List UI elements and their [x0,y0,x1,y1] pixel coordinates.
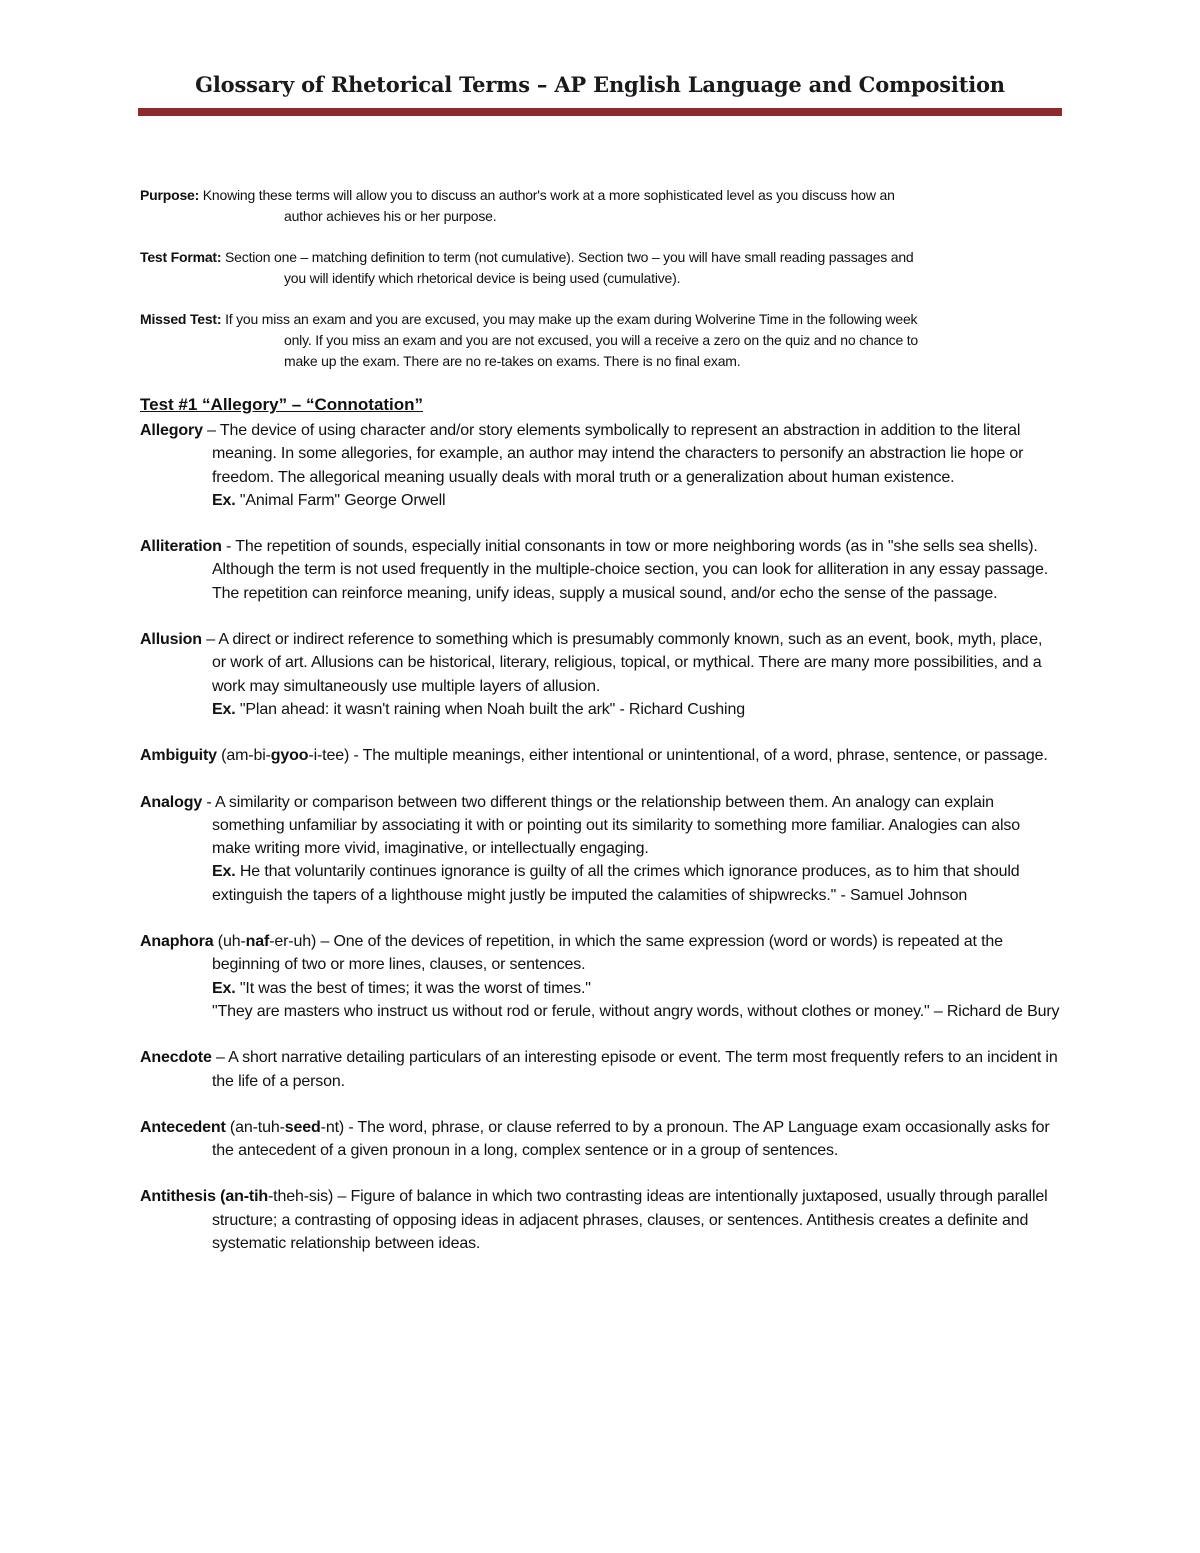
purpose-paragraph [140,185,1060,227]
example-label: Ex. [212,491,236,509]
pronunciation-part: (am-bi- [216,747,271,765]
term-definition: – The device of using character and/or story elements symbolically to represent an abstraction in addition to the literal meaning. In some allegories, for example, an author may intend the characters to personify an abstraction lie hope or freedom. The allegorical meaning usually deals with moral truth or a generalization about human existence. [202,422,1024,486]
term-name: Analogy [140,793,203,811]
missed-test-label: Missed Test: [140,311,222,327]
term-example [212,860,1060,907]
missed-test-text-line1: If you miss an exam and you are excused, you may make up the exam during Wolverine Time in the following week [221,311,918,327]
term-definition: – One of the devices of repetition, in which the same expression (word or words) is repeated at the beginning of two or more lines, clauses, or sentences. [212,933,1003,974]
term-definition: The multiple meanings, either intentional or unintentional, of a word, phrase, sentence, or passage. [358,747,1048,765]
term-definition: - A similarity or comparison between two different things or the relationship between them. An analogy can explain something unfamiliar by associating it with or pointing out its similarity to something more familiar. Analogies can also make writing more vivid, imaginative, or intellectually engaging. [202,793,1021,858]
pronunciation-stress: tih [248,1188,268,1206]
term-example [212,977,1060,1000]
glossary-entry-allusion [140,628,1060,721]
glossary-entry-antecedent [140,1116,1060,1163]
pronunciation-part: (uh- [213,933,246,951]
missed-test-paragraph [140,309,1060,372]
term-pronunciation [217,747,359,764]
term-name: Anaphora [140,933,214,951]
pronunciation-part: (an-tuh- [225,1118,285,1136]
term-name: Allegory [140,422,203,439]
term-name: Antithesis [140,1188,216,1206]
pronunciation-part: -theh-sis) [268,1188,334,1206]
example-label: Ex. [212,700,236,718]
term-example [212,489,1060,512]
term-definition: - The repetition of sounds, especially initial consonants in tow or more neighboring words (as in "she sells sea shells). Although the term is not used frequently in the multiple-choice section, you can look for alliteration in any essay passage. The repetition can reinforce meaning, unify ideas, supply a musical sound, and/or echo the sense of the passage. [212,538,1049,602]
term-definition: – A short narrative detailing particulars of an interesting episode or event. The term most frequently refers to an incident in the life of a person. [211,1049,1058,1090]
test-format-text-line1: Section one – matching definition to term (not cumulative). Section two – you will have small reading passages and [221,249,914,265]
glossary-entry-antithesis [140,1185,1060,1255]
pronunciation-part: (an- [215,1188,249,1206]
glossary-entry-alliteration [140,535,1060,605]
term-pronunciation [216,1188,333,1205]
glossary-entry-analogy [140,791,1060,907]
title-rule [138,108,1062,116]
document-title: Glossary of Rhetorical Terms – AP English Language and Composition [195,72,1005,97]
term-example-second: "They are masters who instruct us without rod or ferule, without angry words, without clothes or money." – Richard de Bury [212,1002,1060,1020]
term-definition: – Figure of balance in which two contrasting ideas are intentionally juxtaposed, usually through parallel structure; a contrasting of opposing ideas in adjacent phrases, clauses, or sentences. Antithesis creates a definite and systematic relationship between ideas. [212,1188,1048,1253]
glossary-entry-anecdote [140,1046,1060,1093]
pronunciation-part: -i-tee) - [308,747,359,765]
glossary-entry-allegory [140,419,1060,512]
glossary-entry-ambiguity [140,744,1060,767]
term-name: Alliteration [140,538,222,556]
test-format-text-line2: you will identify which rhetorical device is being used (cumulative). [284,270,681,286]
glossary-entry-anaphora [140,930,1060,1023]
missed-test-text-line3: make up the exam. There are no re-takes on exams. There is no final exam. [284,353,741,369]
example-text: "Animal Farm" George Orwell [235,491,446,509]
missed-test-text-line2: only. If you miss an exam and you are not excused, you will a receive a zero on the quiz and no chance to [284,332,919,348]
pronunciation-stress: seed [284,1118,321,1136]
term-pronunciation [226,1119,354,1136]
term-example [212,698,1060,721]
test-format-paragraph [140,247,1060,289]
test-heading: Test #1 “Allegory” – “Connotation” [140,395,424,414]
term-name: Allusion [140,631,202,649]
term-name: Anecdote [140,1049,212,1067]
term-definition: – A direct or indirect reference to something which is presumably commonly known, such as an event, book, myth, place, or work of art. Allusions can be historical, literary, religious, topical, or mythical. There are many more possibilities, and a work may simultaneously use multiple layers of allusion. [201,631,1043,695]
example-text: "It was the best of times; it was the worst of times." [235,979,591,997]
pronunciation-part: -nt) - [320,1118,354,1136]
pronunciation-part: -er-uh) [269,933,317,951]
purpose-text-line1: Knowing these terms will allow you to discuss an author's work at a more sophisticated level as you discuss how an [199,187,895,203]
example-label: Ex. [212,979,236,997]
term-pronunciation [213,933,316,950]
example-text: "Plan ahead: it wasn't raining when Noah built the ark" - Richard Cushing [235,700,745,718]
glossary-terms [140,419,1060,1278]
term-name: Antecedent [140,1118,226,1136]
pronunciation-stress: naf [245,933,270,951]
test-format-label: Test Format: [140,249,222,265]
purpose-label: Purpose: [140,187,200,203]
example-label: Ex. [212,863,236,881]
example-text: He that voluntarily continues ignorance is guilty of all the crimes which ignorance produces, as to him that should extinguish the tapers of a lighthouse might justly be imputed the calamities of shipwrecks." - Samuel Johnson [212,863,1020,904]
purpose-text-line2: author achieves his or her purpose. [284,208,497,224]
term-name: Ambiguity [140,747,217,765]
term-definition: The word, phrase, or clause referred to by a pronoun. The AP Language exam occasionally asks for the antecedent of a given pronoun in a long, complex sentence or in a group of sentences. [212,1118,1050,1160]
pronunciation-stress: gyoo [270,747,309,765]
